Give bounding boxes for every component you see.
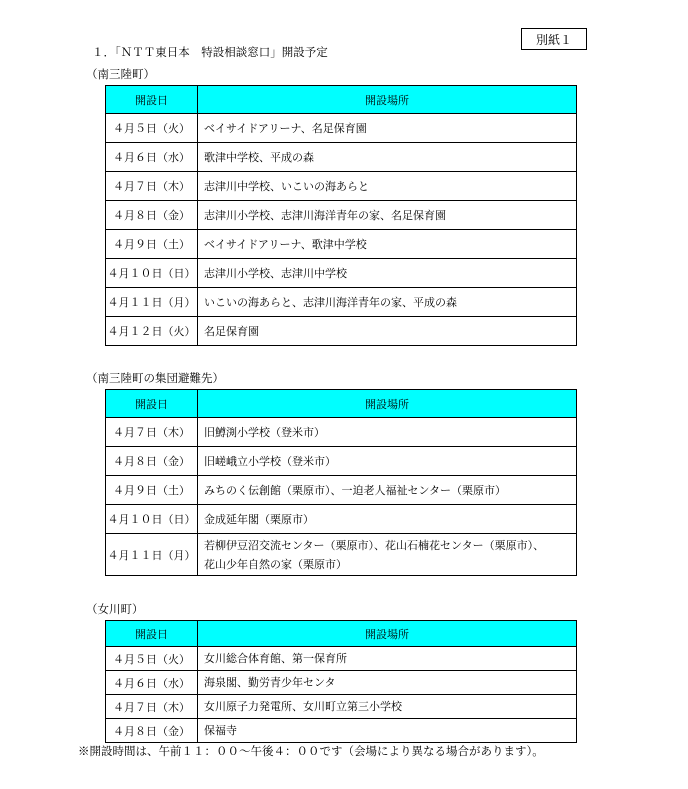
row-place: ベイサイドアリーナ、名足保育園 xyxy=(198,114,577,143)
row-date: ４月７日（木） xyxy=(106,418,198,447)
row-date: ４月９日（土） xyxy=(106,476,198,505)
schedule-table-evacuation xyxy=(105,389,577,576)
row-place: 歌津中学校、平成の森 xyxy=(198,143,577,172)
row-place: 女川総合体育館、第一保育所 xyxy=(198,647,577,671)
row-place-line2: 花山少年自然の家（栗原市） xyxy=(204,557,347,571)
table-row xyxy=(106,447,577,476)
section-title-minamisanriku: （南三陸町） xyxy=(86,67,155,81)
header-place: 開設場所 xyxy=(198,390,577,418)
table-row xyxy=(106,719,577,743)
row-place: 志津川中学校、いこいの海あらと xyxy=(198,172,577,201)
row-place xyxy=(198,534,577,576)
header-place: 開設場所 xyxy=(198,621,577,647)
row-date: ４月５日（火） xyxy=(106,647,198,671)
table-row xyxy=(106,114,577,143)
row-place: 保福寺 xyxy=(198,719,577,743)
row-place: 旧嵯峨立小学校（登米市） xyxy=(198,447,577,476)
table-row xyxy=(106,418,577,447)
table-row xyxy=(106,505,577,534)
row-place: 名足保育園 xyxy=(198,317,577,346)
row-date: ４月１１日（月） xyxy=(106,534,198,576)
table-row xyxy=(106,671,577,695)
header-date: 開設日 xyxy=(106,621,198,647)
document-heading: １．「ＮＴＴ東日本 特設相談窓口」開設予定 xyxy=(92,45,328,59)
schedule-table-onagawa xyxy=(105,620,577,743)
attachment-label: 別紙１ xyxy=(521,28,587,50)
row-date: ４月１２日（火） xyxy=(106,317,198,346)
row-place: 金成延年閣（栗原市） xyxy=(198,505,577,534)
row-date: ４月６日（水） xyxy=(106,143,198,172)
row-date: ４月７日（木） xyxy=(106,695,198,719)
header-place: 開設場所 xyxy=(198,86,577,114)
table-row xyxy=(106,317,577,346)
table-header-row xyxy=(106,621,577,647)
section-title-onagawa: （女川町） xyxy=(86,602,144,616)
header-date: 開設日 xyxy=(106,390,198,418)
table-header-row xyxy=(106,390,577,418)
row-date: ４月９日（土） xyxy=(106,230,198,259)
row-place: 志津川小学校、志津川中学校 xyxy=(198,259,577,288)
table-row xyxy=(106,695,577,719)
row-place: みちのく伝創館（栗原市）、一迫老人福祉センター（栗原市） xyxy=(198,476,577,505)
table-row xyxy=(106,172,577,201)
table-row xyxy=(106,259,577,288)
row-date: ４月８日（金） xyxy=(106,447,198,476)
table-row xyxy=(106,230,577,259)
row-place: 女川原子力発電所、女川町立第三小学校 xyxy=(198,695,577,719)
row-date: ４月５日（火） xyxy=(106,114,198,143)
row-date: ４月８日（金） xyxy=(106,201,198,230)
row-date: ４月１１日（月） xyxy=(106,288,198,317)
table-row xyxy=(106,201,577,230)
row-date: ４月６日（水） xyxy=(106,671,198,695)
row-place: いこいの海あらと、志津川海洋青年の家、平成の森 xyxy=(198,288,577,317)
row-date: ４月１０日（日） xyxy=(106,505,198,534)
row-place-line1: 若柳伊豆沼交流センター（栗原市）、花山石楠花センター（栗原市）、 xyxy=(204,538,545,552)
table-row xyxy=(106,647,577,671)
table-row xyxy=(106,288,577,317)
table-row xyxy=(106,534,577,576)
row-date: ４月７日（木） xyxy=(106,172,198,201)
row-place: ベイサイドアリーナ、歌津中学校 xyxy=(198,230,577,259)
opening-hours-note: ※開設時間は、午前１１：００～午後４：００です（会場により異なる場合があります）。 xyxy=(78,744,544,758)
header-date: 開設日 xyxy=(106,86,198,114)
section-title-evacuation: （南三陸町の集団避難先） xyxy=(86,371,224,385)
table-row xyxy=(106,476,577,505)
schedule-table-minamisanriku xyxy=(105,85,577,346)
table-row xyxy=(106,143,577,172)
table-header-row xyxy=(106,86,577,114)
row-place: 海泉閣、勤労青少年センタ xyxy=(198,671,577,695)
row-place: 志津川小学校、志津川海洋青年の家、名足保育園 xyxy=(198,201,577,230)
row-place: 旧鱒渕小学校（登米市） xyxy=(198,418,577,447)
row-date: ４月１０日（日） xyxy=(106,259,198,288)
row-date: ４月８日（金） xyxy=(106,719,198,743)
